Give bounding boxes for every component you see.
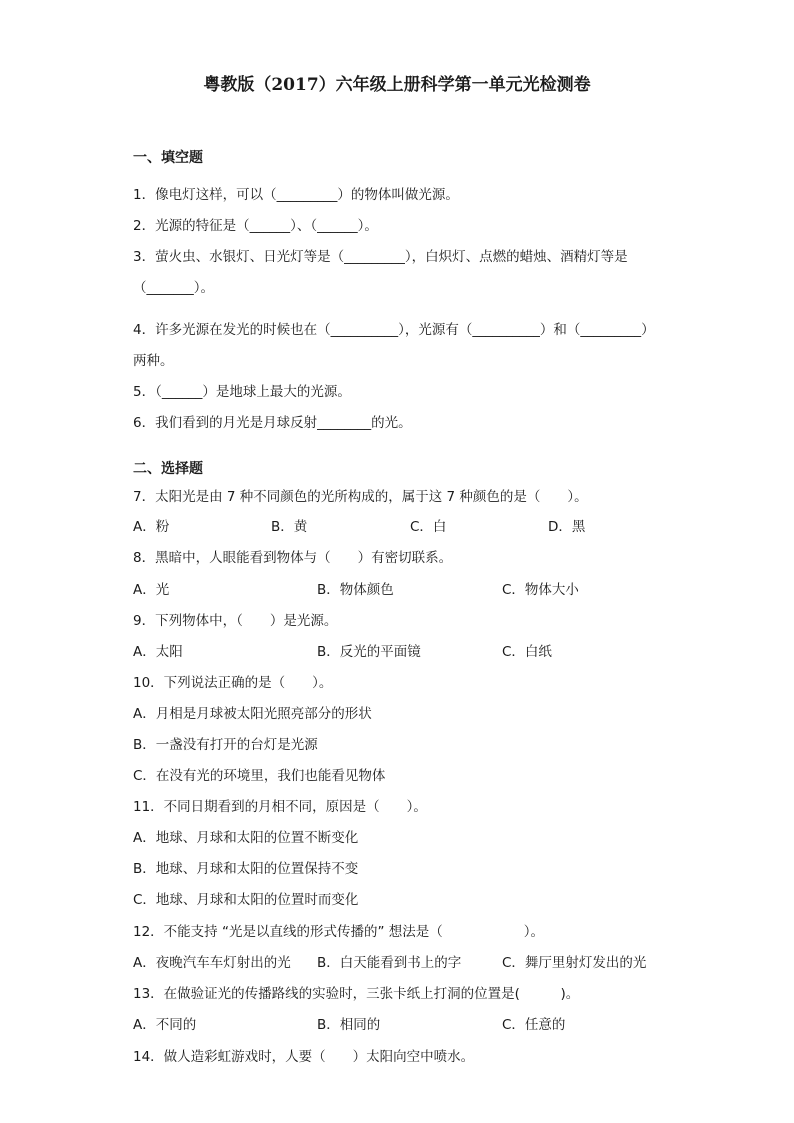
question-7: 7．太阳光是由 7 种不同颜色的光所构成的，属于这 7 种颜色的是（ ）。	[133, 489, 588, 505]
q9-option-a: A．太阳	[133, 644, 183, 660]
q8-option-a: A．光	[133, 582, 170, 598]
q13-option-a: A．不同的	[133, 1017, 197, 1033]
q7-option-d: D．黑	[548, 519, 586, 535]
q7-option-a: A．粉	[133, 519, 170, 535]
q10-option-b: B．一盏没有打开的台灯是光源	[133, 737, 318, 753]
q12-option-b: B．白天能看到书上的字	[317, 955, 462, 971]
q11-option-b: B．地球、月球和太阳的位置保持不变	[133, 861, 359, 877]
question-13: 13．在做验证光的传播路线的实验时，三张卡纸上打洞的位置是( )。	[133, 986, 580, 1002]
q10-option-c: C．在没有光的环境里，我们也能看见物体	[133, 768, 386, 784]
q12-option-c: C．舞厅里射灯发出的光	[502, 955, 647, 971]
q9-option-c: C．白纸	[502, 644, 552, 660]
q11-option-a: A．地球、月球和太阳的位置不断变化	[133, 830, 359, 846]
q13-option-b: B．相同的	[317, 1017, 381, 1033]
page-title: 粤教版（2017）六年级上册科学第一单元光检测卷	[203, 75, 591, 95]
q8-option-b: B．物体颜色	[317, 582, 394, 598]
question-10: 10．下列说法正确的是（ ）。	[133, 675, 333, 691]
question-6: 6．我们看到的月光是月球反射________的光。	[133, 415, 412, 431]
question-1: 1．像电灯这样，可以（_________）的物体叫做光源。	[133, 187, 459, 203]
q9-option-b: B．反光的平面镜	[317, 644, 421, 660]
question-4: 4．许多光源在发光的时候也在（__________），光源有（__________）和（_________）	[133, 322, 655, 338]
q7-option-b: B．黄	[271, 519, 308, 535]
q10-option-a: A．月相是月球被太阳光照亮部分的形状	[133, 706, 372, 722]
q12-option-a: A．夜晚汽车车灯射出的光	[133, 955, 291, 971]
question-2: 2．光源的特征是（______）、（______）。	[133, 218, 378, 234]
q7-option-c: C．白	[410, 519, 447, 535]
section-heading-choice: 二、选择题	[133, 461, 203, 477]
q13-option-c: C．任意的	[502, 1017, 566, 1033]
question-14: 14．做人造彩虹游戏时，人要（ ）太阳向空中喷水。	[133, 1049, 475, 1065]
question-3-cont: （_______）。	[133, 280, 214, 296]
section-heading-fill-blank: 一、填空题	[133, 150, 203, 166]
question-9: 9．下列物体中，（ ）是光源。	[133, 613, 338, 629]
question-12: 12．不能支持 “光是以直线的形式传播的” 想法是（ ）。	[133, 924, 544, 940]
question-4-cont: 两种。	[133, 353, 174, 369]
question-3: 3．萤火虫、水银灯、日光灯等是（_________），白炽灯、点燃的蜡烛、酒精灯等是	[133, 249, 628, 265]
q8-option-c: C．物体大小	[502, 582, 579, 598]
question-5: 5．（______）是地球上最大的光源。	[133, 384, 351, 400]
question-8: 8．黑暗中，人眼能看到物体与（ ）有密切联系。	[133, 550, 453, 566]
q11-option-c: C．地球、月球和太阳的位置时而变化	[133, 892, 359, 908]
question-11: 11．不同日期看到的月相不同，原因是（ ）。	[133, 799, 427, 815]
